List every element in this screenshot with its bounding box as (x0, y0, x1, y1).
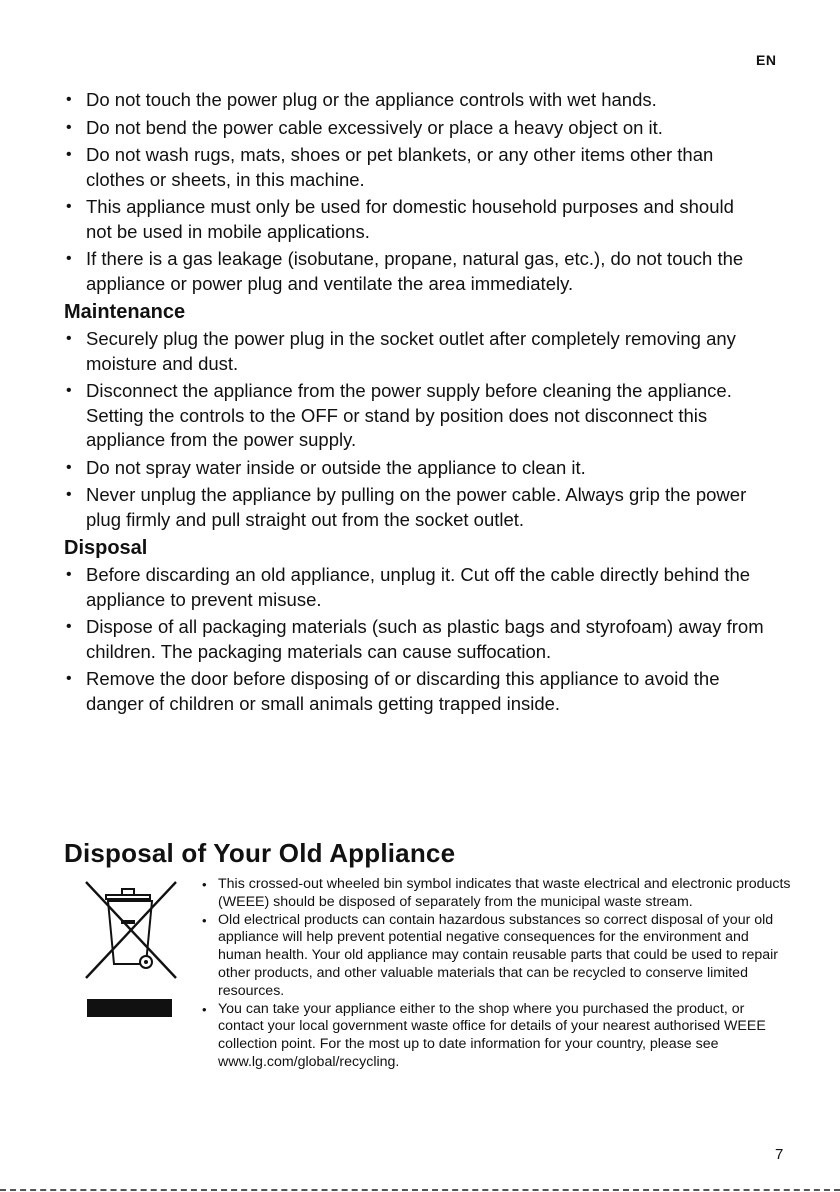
disposal-list (64, 563, 764, 716)
list-item: • Do not spray water inside or outside the appliance to clean it. (64, 456, 764, 481)
list-item: • Dispose of all packaging materials (such as plastic bags and styrofoam) away from children. The packaging materials can cause suffocation. (64, 615, 764, 664)
language-label: EN (756, 52, 777, 68)
safety-list (64, 88, 764, 296)
maintenance-list (64, 327, 764, 532)
crossed-out-wheeled-bin-icon (84, 878, 180, 982)
list-item: • Securely plug the power plug in the socket outlet after completely removing any moisture and dust. (64, 327, 764, 376)
list-item: • This crossed-out wheeled bin symbol indicates that waste electrical and electronic products (WEEE) should be disposed of separately from the municipal waste stream. (202, 876, 792, 912)
list-item: • Disconnect the appliance from the power supply before cleaning the appliance. Setting the controls to the OFF or stand by position does not disconnect this appliance from the power supply. (64, 379, 764, 453)
list-item: • Do not bend the power cable excessively or place a heavy object on it. (64, 116, 764, 141)
disposal-heading: Disposal (64, 537, 148, 559)
weee-black-bar (87, 999, 172, 1017)
list-item: • Do not touch the power plug or the appliance controls with wet hands. (64, 88, 764, 113)
maintenance-heading: Maintenance (64, 301, 186, 323)
list-item: • This appliance must only be used for domestic household purposes and should not be used in mobile applications. (64, 195, 764, 244)
old-appliance-list (202, 876, 792, 1072)
page-bottom-divider (0, 1189, 840, 1191)
list-item: • Do not wash rugs, mats, shoes or pet blankets, or any other items other than clothes or sheets, in this machine. (64, 143, 764, 192)
list-item: • Never unplug the appliance by pulling on the power cable. Always grip the power plug firmly and pull straight out from the socket outlet. (64, 483, 764, 532)
page-content (64, 88, 764, 719)
old-appliance-info (202, 876, 792, 1072)
list-item: • Before discarding an old appliance, unplug it. Cut off the cable directly behind the appliance to prevent misuse. (64, 563, 764, 612)
list-item: • Remove the door before disposing of or discarding this appliance to avoid the danger of children or small animals getting trapped inside. (64, 667, 764, 716)
list-item: • Old electrical products can contain hazardous substances so correct disposal of your old appliance will help prevent potential negative consequences for the environment and human health. Your old appliance may contain reusable parts that could be used to repair other products, and other valuable materials that can be recycled to conserve limited resources. (202, 912, 792, 1001)
old-appliance-heading: Disposal of Your Old Appliance (64, 838, 456, 868)
list-item: • If there is a gas leakage (isobutane, propane, natural gas, etc.), do not touch the appliance or power plug and ventilate the area immediately. (64, 247, 764, 296)
list-item: • You can take your appliance either to the shop where you purchased the product, or contact your local government waste office for details of your nearest authorised WEEE collection point. For the most up to date information for your country, please see www.lg.com/global/recycling. (202, 1001, 792, 1072)
page-number: 7 (775, 1146, 784, 1163)
